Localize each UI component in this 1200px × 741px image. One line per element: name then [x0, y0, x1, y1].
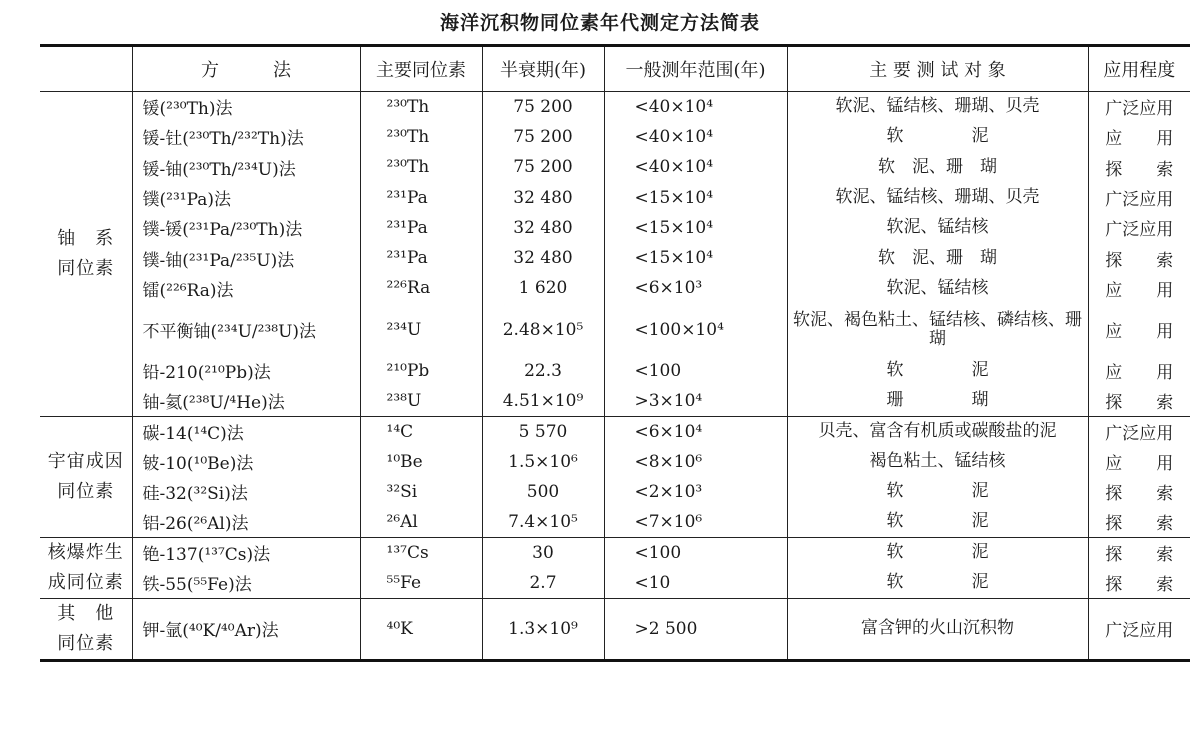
table-row — [40, 122, 1190, 152]
group-label — [40, 598, 132, 660]
range-cell: <6×10³ — [604, 273, 787, 303]
target-cell: 富含钾的火山沉积物 — [787, 598, 1088, 660]
method-cell: 钾-氩(⁴⁰K/⁴⁰Ar)法 — [132, 598, 360, 660]
target-cell: 褐色粘土、锰结核 — [787, 446, 1088, 476]
method-cell: 锾-钍(²³⁰Th/²³²Th)法 — [132, 122, 360, 152]
isotope-cell: ²³⁰Th — [360, 92, 482, 122]
group-label-line: 同位素 — [57, 632, 115, 654]
application-cell: 探 索 — [1088, 477, 1190, 507]
half-life-cell: 2.48×10⁵ — [482, 304, 604, 356]
isotope-cell: ²³⁴U — [360, 304, 482, 356]
half-life-cell: 75 200 — [482, 152, 604, 182]
group-label-line: 同位素 — [57, 480, 115, 502]
half-life-cell: 1.3×10⁹ — [482, 598, 604, 660]
range-cell: <15×10⁴ — [604, 243, 787, 273]
half-life-cell: 1.5×10⁶ — [482, 446, 604, 476]
target-cell: 软泥、锰结核、珊瑚、贝壳 — [787, 92, 1088, 122]
table-row — [40, 92, 1190, 122]
table-row — [40, 386, 1190, 416]
application-cell: 应 用 — [1088, 356, 1190, 386]
application-cell: 探 索 — [1088, 386, 1190, 416]
target-cell: 软 泥 — [787, 122, 1088, 152]
range-cell: <40×10⁴ — [604, 152, 787, 182]
target-cell: 软 泥 — [787, 356, 1088, 386]
table-row — [40, 416, 1190, 446]
method-cell: 铀-氦(²³⁸U/⁴He)法 — [132, 386, 360, 416]
table-row — [40, 152, 1190, 182]
target-cell: 软泥、锰结核、珊瑚、贝壳 — [787, 182, 1088, 212]
table-row — [40, 446, 1190, 476]
table-row — [40, 213, 1190, 243]
method-cell: 不平衡铀(²³⁴U/²³⁸U)法 — [132, 304, 360, 356]
application-cell: 广泛应用 — [1088, 416, 1190, 446]
target-cell: 软 泥 — [787, 568, 1088, 599]
target-cell: 软 泥 — [787, 477, 1088, 507]
table-header — [40, 46, 1190, 92]
method-cell: 硅-32(³²Si)法 — [132, 477, 360, 507]
table-section — [40, 416, 1190, 537]
table-row — [40, 356, 1190, 386]
method-cell: 铁-55(⁵⁵Fe)法 — [132, 568, 360, 599]
application-cell: 应 用 — [1088, 304, 1190, 356]
application-cell: 探 索 — [1088, 568, 1190, 599]
table-row — [40, 243, 1190, 273]
isotope-dating-table — [40, 44, 1190, 662]
application-cell: 探 索 — [1088, 537, 1190, 568]
range-cell: <6×10⁴ — [604, 416, 787, 446]
method-cell: 锾(²³⁰Th)法 — [132, 92, 360, 122]
table-row — [40, 507, 1190, 537]
half-life-cell: 2.7 — [482, 568, 604, 599]
table-section — [40, 598, 1190, 660]
method-cell: 锾-铀(²³⁰Th/²³⁴U)法 — [132, 152, 360, 182]
application-cell: 广泛应用 — [1088, 213, 1190, 243]
group-label — [40, 92, 132, 417]
header-range: 一般测年范围(年) — [604, 46, 787, 92]
range-cell: <40×10⁴ — [604, 92, 787, 122]
table-title: 海洋沉积物同位素年代测定方法简表 — [439, 12, 760, 34]
method-cell: 铍-10(¹⁰Be)法 — [132, 446, 360, 476]
half-life-cell: 22.3 — [482, 356, 604, 386]
method-cell: 铯-137(¹³⁷Cs)法 — [132, 537, 360, 568]
table-row — [40, 182, 1190, 212]
table-section — [40, 537, 1190, 598]
isotope-cell: ²¹⁰Pb — [360, 356, 482, 386]
method-cell: 铅-210(²¹⁰Pb)法 — [132, 356, 360, 386]
half-life-cell: 5 570 — [482, 416, 604, 446]
header-row — [40, 46, 1190, 92]
method-cell: 镭(²²⁶Ra)法 — [132, 273, 360, 303]
target-cell: 软 泥 — [787, 507, 1088, 537]
application-cell: 应 用 — [1088, 122, 1190, 152]
group-label-line: 宇宙成因 — [47, 450, 124, 472]
target-cell: 软 泥 — [787, 537, 1088, 568]
isotope-cell: ³²Si — [360, 477, 482, 507]
group-label — [40, 537, 132, 598]
target-cell: 贝壳、富含有机质或碳酸盐的泥 — [787, 416, 1088, 446]
table-row — [40, 537, 1190, 568]
application-cell: 广泛应用 — [1088, 182, 1190, 212]
header-target: 主 要 测 试 对 象 — [787, 46, 1088, 92]
target-cell: 软 泥、珊 瑚 — [787, 243, 1088, 273]
half-life-cell: 1 620 — [482, 273, 604, 303]
header-half-life: 半衰期(年) — [482, 46, 604, 92]
application-cell: 广泛应用 — [1088, 92, 1190, 122]
isotope-cell: ²³¹Pa — [360, 182, 482, 212]
application-cell: 探 索 — [1088, 243, 1190, 273]
header-method: 方 法 — [132, 46, 360, 92]
group-label-line: 成同位素 — [47, 571, 124, 593]
half-life-cell: 32 480 — [482, 213, 604, 243]
isotope-cell: ²³⁰Th — [360, 152, 482, 182]
range-cell: <15×10⁴ — [604, 182, 787, 212]
range-cell: <15×10⁴ — [604, 213, 787, 243]
range-cell: <8×10⁶ — [604, 446, 787, 476]
table-row — [40, 273, 1190, 303]
method-cell: 镤-锾(²³¹Pa/²³⁰Th)法 — [132, 213, 360, 243]
table-row — [40, 598, 1190, 660]
group-label-line: 核爆炸生 — [47, 541, 124, 563]
application-cell: 应 用 — [1088, 273, 1190, 303]
application-cell: 探 索 — [1088, 507, 1190, 537]
isotope-cell: ²³¹Pa — [360, 243, 482, 273]
group-label-line: 同位素 — [57, 257, 115, 279]
half-life-cell: 32 480 — [482, 243, 604, 273]
range-cell: <7×10⁶ — [604, 507, 787, 537]
isotope-cell: ¹⁴C — [360, 416, 482, 446]
isotope-cell: ²³⁰Th — [360, 122, 482, 152]
method-cell: 镤-铀(²³¹Pa/²³⁵U)法 — [132, 243, 360, 273]
isotope-cell: ²³¹Pa — [360, 213, 482, 243]
range-cell: <100 — [604, 537, 787, 568]
target-cell: 软泥、锰结核 — [787, 213, 1088, 243]
method-cell: 镤(²³¹Pa)法 — [132, 182, 360, 212]
table-section — [40, 92, 1190, 417]
isotope-cell: ⁵⁵Fe — [360, 568, 482, 599]
range-cell: <10 — [604, 568, 787, 599]
target-cell: 软 泥、珊 瑚 — [787, 152, 1088, 182]
half-life-cell: 500 — [482, 477, 604, 507]
group-label-line: 其 他 — [57, 602, 115, 624]
half-life-cell: 4.51×10⁹ — [482, 386, 604, 416]
half-life-cell: 30 — [482, 537, 604, 568]
header-isotope: 主要同位素 — [360, 46, 482, 92]
range-cell: <100×10⁴ — [604, 304, 787, 356]
isotope-cell: ²²⁶Ra — [360, 273, 482, 303]
target-cell: 软泥、褐色粘土、锰结核、磷结核、珊瑚 — [787, 304, 1088, 356]
method-cell: 碳-14(¹⁴C)法 — [132, 416, 360, 446]
half-life-cell: 7.4×10⁵ — [482, 507, 604, 537]
isotope-cell: ¹⁰Be — [360, 446, 482, 476]
application-cell: 广泛应用 — [1088, 598, 1190, 660]
table-row — [40, 477, 1190, 507]
group-label — [40, 416, 132, 537]
isotope-cell: ⁴⁰K — [360, 598, 482, 660]
range-cell: <100 — [604, 356, 787, 386]
table-row — [40, 568, 1190, 599]
header-application: 应用程度 — [1088, 46, 1190, 92]
range-cell: <40×10⁴ — [604, 122, 787, 152]
target-cell: 珊 瑚 — [787, 386, 1088, 416]
half-life-cell: 75 200 — [482, 92, 604, 122]
application-cell: 应 用 — [1088, 446, 1190, 476]
table-row — [40, 304, 1190, 356]
half-life-cell: 32 480 — [482, 182, 604, 212]
isotope-cell: ¹³⁷Cs — [360, 537, 482, 568]
group-label-line: 铀 系 — [57, 227, 115, 249]
range-cell: <2×10³ — [604, 477, 787, 507]
range-cell: >3×10⁴ — [604, 386, 787, 416]
header-group — [40, 46, 132, 92]
application-cell: 探 索 — [1088, 152, 1190, 182]
range-cell: >2 500 — [604, 598, 787, 660]
method-cell: 铝-26(²⁶Al)法 — [132, 507, 360, 537]
isotope-cell: ²⁶Al — [360, 507, 482, 537]
target-cell: 软泥、锰结核 — [787, 273, 1088, 303]
half-life-cell: 75 200 — [482, 122, 604, 152]
isotope-cell: ²³⁸U — [360, 386, 482, 416]
